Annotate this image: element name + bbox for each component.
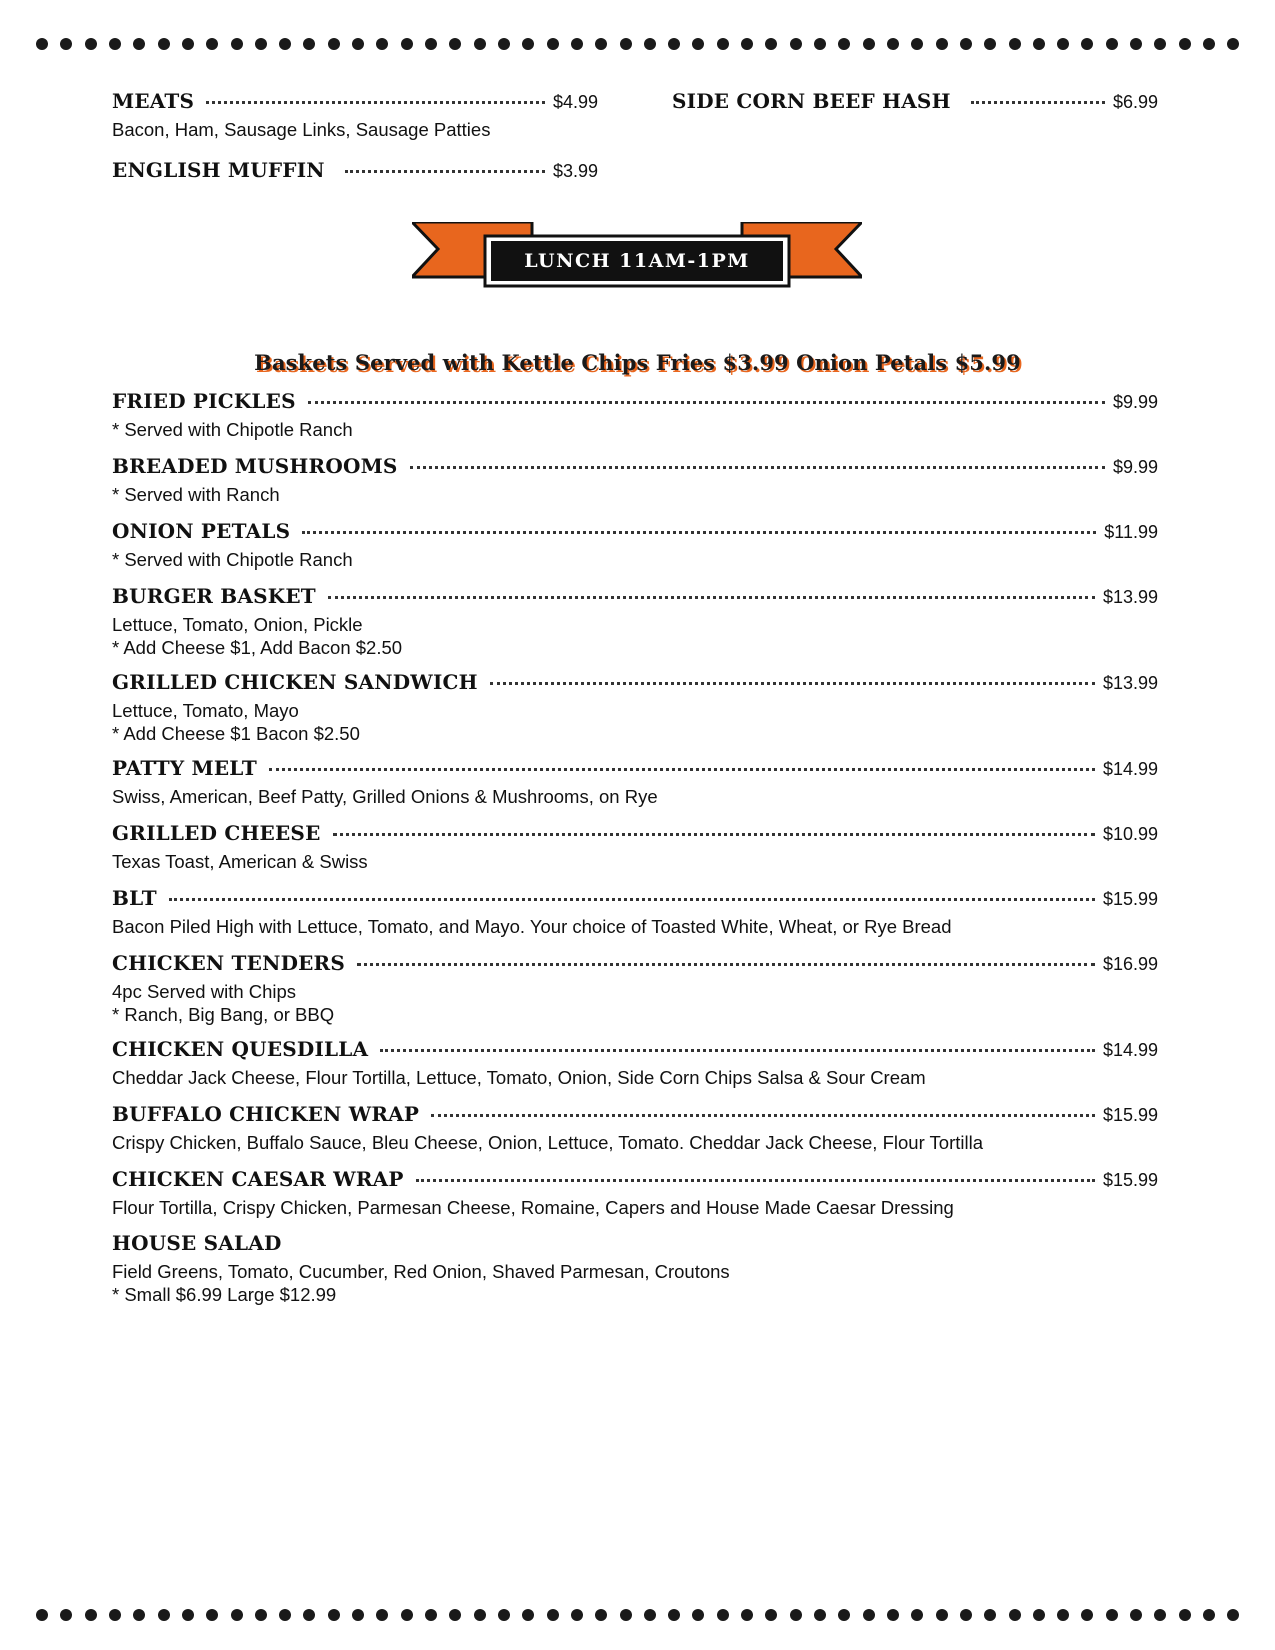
border-dot [692,1609,704,1621]
item-price: $9.99 [1112,392,1158,412]
border-dot [449,1609,461,1621]
border-dot [814,38,826,50]
item-price: $4.99 [552,92,598,112]
menu-item [112,1037,1158,1063]
border-dot [60,38,72,50]
border-dot [887,1609,899,1621]
border-dot [376,1609,388,1621]
item-name: SIDE CORN BEEF HASH [672,89,951,113]
item-name: GRILLED CHEESE [112,821,321,845]
border-dot [1227,1609,1239,1621]
border-dot [1009,1609,1021,1621]
border-dot [449,38,461,50]
border-dot [936,1609,948,1621]
border-dot [231,38,243,50]
border-dot [984,1609,996,1621]
border-dot [133,1609,145,1621]
bottom-dot-border [36,1608,1240,1622]
border-dot [522,1609,534,1621]
border-dot [1227,38,1239,50]
menu-item [112,584,1158,610]
item-description: * Served with Chipotle Ranch [112,419,353,440]
border-dot [182,38,194,50]
item-price: $13.99 [1102,673,1158,693]
menu-item [112,756,1158,782]
border-dot [668,1609,680,1621]
border-dot [814,1609,826,1621]
dot-leader [328,596,1095,599]
menu-item [112,1167,1158,1193]
dot-leader [416,1179,1095,1182]
menu-item [112,1231,1158,1257]
menu-item-side-corn-beef-hash [672,89,1158,115]
border-dot [303,1609,315,1621]
border-dot [109,1609,121,1621]
border-dot [1203,1609,1215,1621]
border-dot [668,38,680,50]
item-description: Cheddar Jack Cheese, Flour Tortilla, Lettuce, Tomato, Onion, Side Corn Chips Salsa & Sour Cream [112,1067,926,1088]
lunch-banner [412,222,862,294]
menu-item [112,886,1158,912]
border-dot [85,38,97,50]
item-description: Bacon, Ham, Sausage Links, Sausage Patties [112,119,491,140]
border-dot [960,38,972,50]
item-description: * Served with Ranch [112,484,280,505]
item-price: $6.99 [1112,92,1158,112]
item-description: Texas Toast, American & Swiss [112,851,368,872]
item-description: * Served with Chipotle Ranch [112,549,353,570]
border-dot [838,1609,850,1621]
top-dot-border [36,37,1240,51]
item-description: * Small $6.99 Large $12.99 [112,1284,337,1305]
dot-leader [206,101,545,104]
item-name: BREADED MUSHROOMS [112,454,398,478]
border-dot [36,1609,48,1621]
dot-leader [302,531,1096,534]
border-dot [60,1609,72,1621]
baskets-subtitle: Baskets Served with Kettle Chips Fries $3.99 Onion Petals $5.99 [254,350,1021,375]
border-dot [1033,1609,1045,1621]
border-dot [279,1609,291,1621]
border-dot [158,1609,170,1621]
border-dot [936,38,948,50]
item-name: ONION PETALS [112,519,291,543]
dot-leader [269,768,1095,771]
dot-leader [971,101,1105,104]
border-dot [571,1609,583,1621]
item-price: $15.99 [1102,889,1158,909]
dot-leader [431,1114,1095,1117]
border-dot [595,1609,607,1621]
item-name: HOUSE SALAD [112,1231,282,1255]
border-dot [206,1609,218,1621]
dot-leader [169,898,1095,901]
border-dot [765,1609,777,1621]
item-description: Lettuce, Tomato, Mayo [112,700,299,721]
border-dot [1154,1609,1166,1621]
border-dot [474,1609,486,1621]
border-dot [231,1609,243,1621]
item-price: $14.99 [1102,1040,1158,1060]
dot-leader [490,682,1095,685]
border-dot [158,38,170,50]
border-dot [911,38,923,50]
menu-item [112,519,1158,545]
border-dot [863,1609,875,1621]
border-dot [328,38,340,50]
item-description: * Add Cheese $1, Add Bacon $2.50 [112,637,403,658]
border-dot [911,1609,923,1621]
border-dot [182,1609,194,1621]
item-description: Lettuce, Tomato, Onion, Pickle [112,614,363,635]
item-description: * Ranch, Big Bang, or BBQ [112,1004,335,1025]
border-dot [1203,38,1215,50]
border-dot [109,38,121,50]
item-description: Field Greens, Tomato, Cucumber, Red Onion, Shaved Parmesan, Croutons [112,1261,730,1282]
border-dot [425,1609,437,1621]
border-dot [1033,38,1045,50]
menu-item [112,951,1158,977]
item-name: CHICKEN TENDERS [112,951,346,975]
border-dot [984,38,996,50]
border-dot [303,38,315,50]
border-dot [352,1609,364,1621]
border-dot [352,38,364,50]
item-name: FRIED PICKLES [112,389,296,413]
item-description: Swiss, American, Beef Patty, Grilled Onions & Mushrooms, on Rye [112,786,658,807]
item-name: GRILLED CHICKEN SANDWICH [112,670,478,694]
item-description: Bacon Piled High with Lettuce, Tomato, and Mayo. Your choice of Toasted White, Wheat, or Rye Bread [112,916,952,937]
border-dot [206,38,218,50]
border-dot [620,38,632,50]
border-dot [255,1609,267,1621]
menu-item [112,1102,1158,1128]
border-dot [1130,1609,1142,1621]
dot-leader [380,1049,1095,1052]
border-dot [425,38,437,50]
border-dot [644,38,656,50]
border-dot [474,38,486,50]
border-dot [741,38,753,50]
border-dot [1106,38,1118,50]
border-dot [1106,1609,1118,1621]
border-dot [620,1609,632,1621]
border-dot [1057,1609,1069,1621]
menu-item [112,670,1158,696]
border-dot [765,38,777,50]
menu-item [112,821,1158,847]
border-dot [279,38,291,50]
border-dot [960,1609,972,1621]
menu-item-english-muffin [112,158,598,184]
border-dot [571,38,583,50]
item-price: $14.99 [1102,759,1158,779]
border-dot [498,38,510,50]
border-dot [741,1609,753,1621]
border-dot [328,1609,340,1621]
item-description: 4pc Served with Chips [112,981,297,1002]
item-price: $15.99 [1102,1170,1158,1190]
border-dot [376,38,388,50]
dot-leader [308,401,1105,404]
menu-item [112,389,1158,415]
border-dot [1130,38,1142,50]
border-dot [1081,38,1093,50]
border-dot [595,38,607,50]
border-dot [790,1609,802,1621]
dot-leader [410,466,1105,469]
border-dot [401,1609,413,1621]
item-price: $10.99 [1102,824,1158,844]
dot-leader [345,170,545,173]
dot-leader [333,833,1095,836]
item-description: Flour Tortilla, Crispy Chicken, Parmesan Cheese, Romaine, Capers and House Made Caesar Dressing [112,1197,954,1218]
border-dot [838,38,850,50]
border-dot [133,38,145,50]
border-dot [1057,38,1069,50]
border-dot [36,38,48,50]
border-dot [1179,38,1191,50]
border-dot [547,38,559,50]
border-dot [717,1609,729,1621]
border-dot [547,1609,559,1621]
item-name: ENGLISH MUFFIN [112,158,325,182]
banner-label: LUNCH 11AM-1PM [524,250,750,272]
border-dot [1081,1609,1093,1621]
item-name: CHICKEN QUESDILLA [112,1037,369,1061]
item-name: BURGER BASKET [112,584,316,608]
item-price: $3.99 [552,161,598,181]
item-price: $9.99 [1112,457,1158,477]
item-name: MEATS [112,89,195,113]
item-name: BLT [112,886,157,910]
border-dot [644,1609,656,1621]
border-dot [1154,38,1166,50]
item-name: PATTY MELT [112,756,257,780]
item-price: $16.99 [1102,954,1158,974]
item-price: $13.99 [1102,587,1158,607]
border-dot [85,1609,97,1621]
border-dot [692,38,704,50]
item-description: * Add Cheese $1 Bacon $2.50 [112,723,360,744]
border-dot [863,38,875,50]
item-description: Crispy Chicken, Buffalo Sauce, Bleu Cheese, Onion, Lettuce, Tomato. Cheddar Jack Cheese, Flour Tortilla [112,1132,983,1153]
border-dot [717,38,729,50]
menu-item [112,454,1158,480]
item-price: $11.99 [1104,522,1158,542]
border-dot [255,38,267,50]
border-dot [401,38,413,50]
border-dot [887,38,899,50]
border-dot [522,38,534,50]
menu-item-meats [112,89,598,115]
item-price: $15.99 [1102,1105,1158,1125]
item-name: CHICKEN CAESAR WRAP [112,1167,404,1191]
dot-leader [357,963,1095,966]
border-dot [498,1609,510,1621]
item-name: BUFFALO CHICKEN WRAP [112,1102,420,1126]
border-dot [1179,1609,1191,1621]
border-dot [1009,38,1021,50]
border-dot [790,38,802,50]
